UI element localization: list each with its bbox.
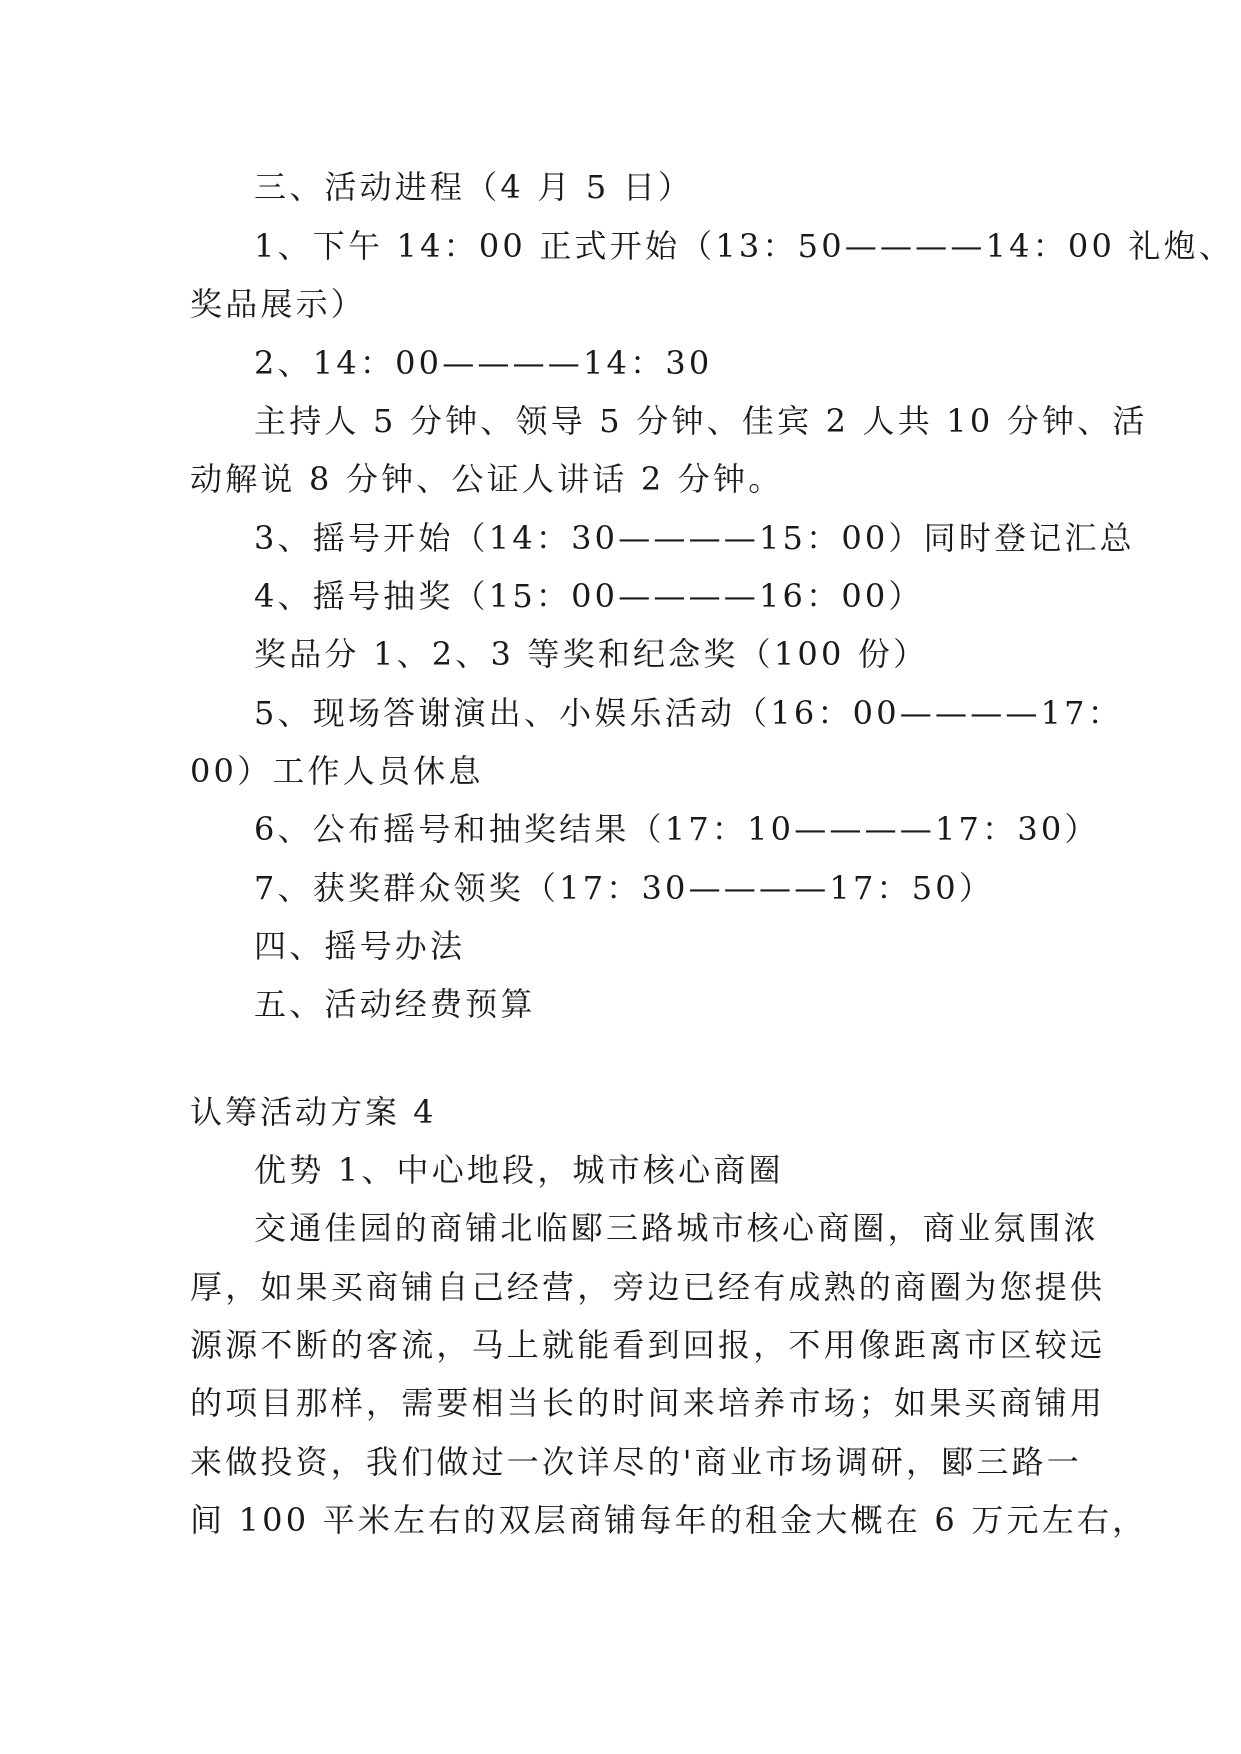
paragraph-line: 5、现场答谢演出、小娱乐活动（16：00————17： <box>254 694 1123 732</box>
section-heading-lottery-method: 四、摇号办法 <box>254 927 466 965</box>
paragraph-line: 奖品展示） <box>190 285 367 323</box>
paragraph-line: 6、公布摇号和抽奖结果（17：10————17：30） <box>254 810 1100 848</box>
paragraph-line: 优势 1、中心地段，城市核心商圈 <box>254 1151 784 1189</box>
paragraph-line: 3、摇号开始（14：30————15：00）同时登记汇总 <box>254 519 1135 557</box>
paragraph-line: 的项目那样，需要相当长的时间来培养市场；如果买商铺用 <box>190 1384 1106 1422</box>
paragraph-line: 1、下午 14：00 正式开始（13：50————14：00 礼炮、 <box>254 227 1234 265</box>
paragraph-line: 00）工作人员休息 <box>190 752 484 790</box>
paragraph-line: 4、摇号抽奖（15：00————16：00） <box>254 577 924 615</box>
paragraph-line: 奖品分 1、2、3 等奖和纪念奖（100 份） <box>254 635 929 673</box>
paragraph-line: 7、获奖群众领奖（17：30————17：50） <box>254 869 995 907</box>
paragraph-line: 交通佳园的商铺北临郾三路城市核心商圈，商业氛围浓 <box>254 1209 1099 1247</box>
paragraph-line: 主持人 5 分钟、领导 5 分钟、佳宾 2 人共 10 分钟、活 <box>254 402 1148 440</box>
paragraph-line: 2、14：00————14：30 <box>254 344 713 382</box>
paragraph-line: 来做投资，我们做过一次详尽的'商业市场调研，郾三路一 <box>190 1443 1082 1481</box>
paragraph-line: 间 100 平米左右的双层商铺每年的租金大概在 6 万元左右， <box>190 1501 1148 1539</box>
paragraph-line: 源源不断的客流，马上就能看到回报，不用像距离市区较远 <box>190 1326 1106 1364</box>
paragraph-line: 厚，如果买商铺自己经营，旁边已经有成熟的商圈为您提供 <box>190 1268 1106 1306</box>
section-heading-budget: 五、活动经费预算 <box>254 985 536 1023</box>
document-title: 认筹活动方案 4 <box>190 1093 437 1131</box>
section-heading-activity-progress: 三、活动进程（4 月 5 日） <box>254 168 694 206</box>
paragraph-line: 动解说 8 分钟、公证人讲话 2 分钟。 <box>190 460 784 498</box>
